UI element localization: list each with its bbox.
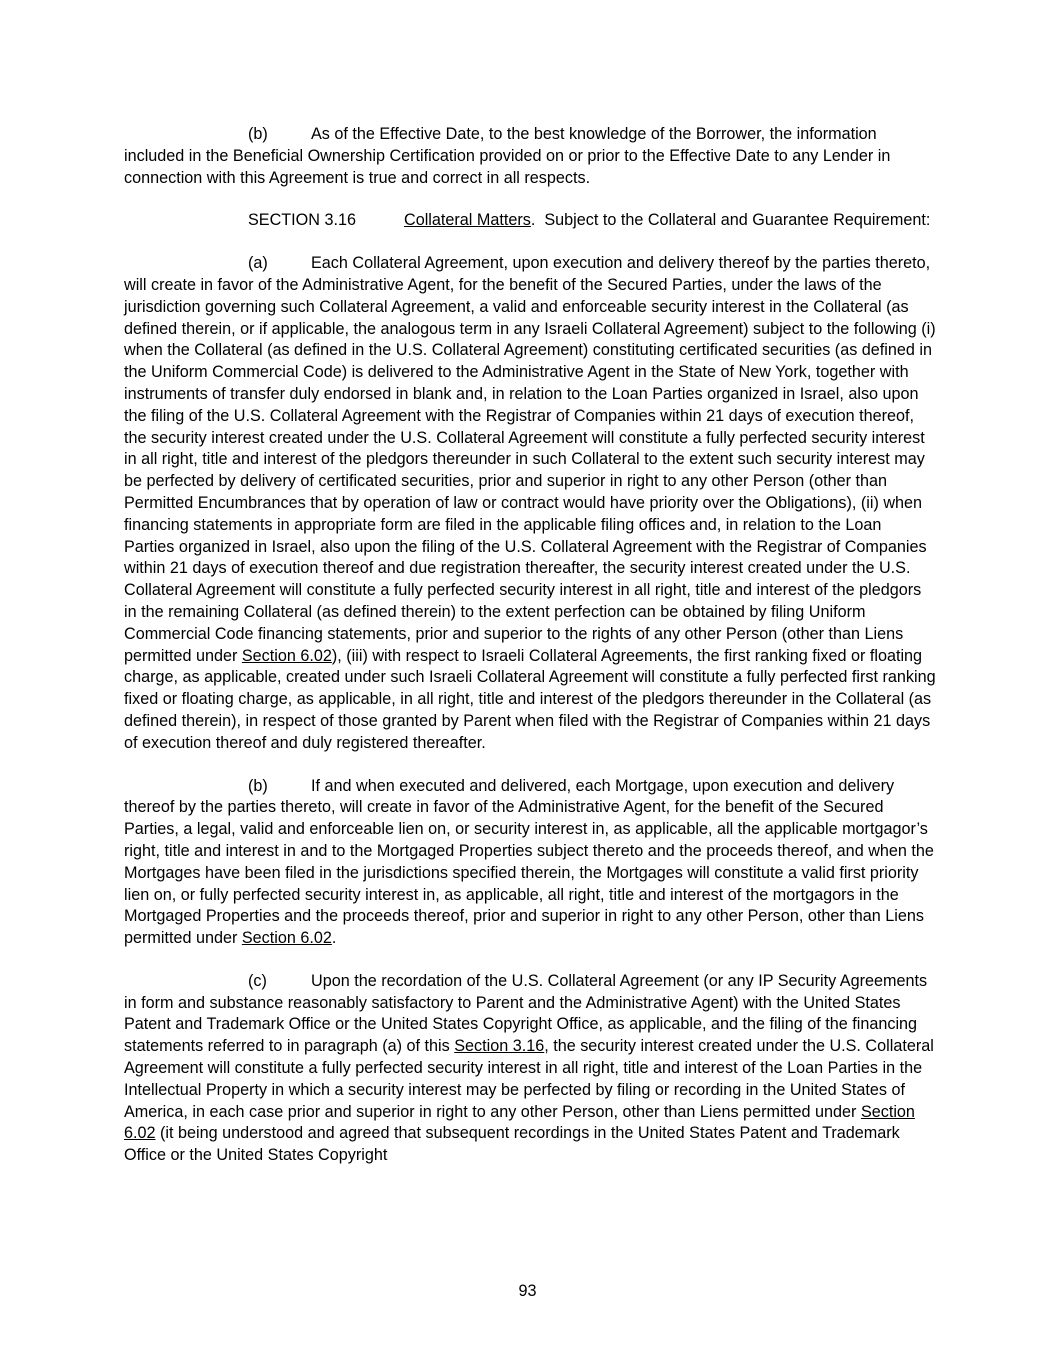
paragraph-marker: (b) [248,776,268,795]
cross-reference-link[interactable]: Section 6.02 [241,646,332,665]
cross-reference-link[interactable]: Section 6.02 [124,1102,915,1143]
section-number: SECTION 3.16 [248,211,356,230]
paragraph-text: . [331,929,337,948]
paragraph-text: (it being understood and agreed that subsequent recordings in the United States Patent and Trademark Office or the United States Copyright [124,1124,900,1165]
section-title-period: . [530,211,536,230]
paragraph-text: ), (iii) with respect to Israeli Collateral Agreements, the first ranking fixed or floating charge, as applicable, created under such Israeli Collateral Agreement will constitute a fully perfected first ranking fixed or floating charge, as applicable, in all right, title and interest of the pledgors thereunder in the Collateral (as defined therein), in respect of those granted by Parent when filed with the Registrar of Companies within 21 days of execution thereof and duly registered thereafter. [124,646,936,752]
section-intro-text: Subject to the Collateral and Guarantee Requirement: [535,211,931,230]
paragraph-marker: (b) [248,125,268,143]
paragraph-text: As of the Effective Date, to the best knowledge of the Borrower, the information included in the Beneficial Ownership Certification provided on or prior to the Effective Date to any Lender in connection with this Agreement is true and correct in all respects. [124,125,891,187]
cross-reference-link[interactable]: Section 6.02 [241,929,332,948]
paragraph-text: , the security interest created under the U.S. Collateral Agreement will constitute a fully perfected security interest in all right, title and interest of the Loan Parties in the Intellectual Property in which a security interest may be perfected by filing or recording in the United States of America, in each case prior and superior in right to any other Person, other than Liens permitted under [124,1037,934,1121]
section-title: Collateral Matters [404,211,531,230]
section-3-16-heading [124,210,936,232]
document-page [124,124,936,1188]
paragraph-c-recordation [124,971,936,1167]
paragraph-b-beneficial-ownership [124,124,936,189]
page-number: 93 [518,1282,537,1300]
cross-reference-link[interactable]: Section 3.16 [454,1037,545,1056]
paragraph-marker: (c) [248,971,267,990]
paragraph-a-collateral-agreement [124,253,936,754]
paragraph-b-mortgage [124,776,936,950]
paragraph-marker: (a) [248,254,268,273]
paragraph-text: Upon the recordation of the U.S. Collateral Agreement (or any IP Security Agreements in form and substance reasonably satisfactory to Parent and the Administrative Agent) with the United States Patent and Trademark Office or the United States Copyright Office, as applicable, and the filing of the financing statements referred to in paragraph (a) of this [124,971,928,1056]
paragraph-text: Each Collateral Agreement, upon execution and delivery thereof by the parties thereto, will create in favor of the Administrative Agent, for the benefit of the Secured Parties, under the laws of the jurisdiction governing such Collateral Agreement, a valid and enforceable security interest in the Collateral (as defined therein, or if applicable, the analogous term in any Israeli Collateral Agreement) subject to the following (i) when the Collateral (as defined in the U.S. Collateral Agreement) constituting certificated securities (as defined in the Uniform Commercial Code) is delivered to the Administrative Agent in the State of New York, together with instruments of transfer duly endorsed in blank and, in relation to the Loan Parties organized in Israel, also upon the filing of the U.S. Collateral Agreement with the Registrar of Companies within 21 days of execution thereof, the security interest created under the U.S. Collateral Agreement will constitute a fully perfected security interest in all right, title and interest of the pledgors thereunder in such Collateral to the extent such security interest may be perfected by delivery of certificated securities, prior and superior in right to any other Person (other than Permitted Encumbrances that by operation of law or contract would have priority over the Obligations), (ii) when financing statements in appropriate form are filed in the applicable filing offices and, in relation to the Loan Parties organized in Israel, also upon the filing of the U.S. Collateral Agreement with the Registrar of Companies within 21 days of execution thereof and due registration thereafter, the security interest created under the U.S. Collateral Agreement will constitute a fully perfected security interest in all right, title and interest of the pledgors in the remaining Collateral (as defined therein) to the extent perfection can be obtained by filing Uniform Commercial Code financing statements, prior and superior to the rights of any other Person (other than Liens permitted under [124,254,936,665]
paragraph-text: If and when executed and delivered, each Mortgage, upon execution and delivery thereof by the parties thereto, will create in favor of the Administrative Agent, for the benefit of the Secured Parties, a legal, valid and enforceable lien on, or security interest in, as applicable, all the applicable mortgagor’s right, title and interest in and to the Mortgaged Properties subject thereto and the proceeds thereof, and when the Mortgages have been filed in the jurisdictions specified therein, the Mortgages will constitute a valid first priority lien on, or fully perfected security interest in, as applicable, all right, title and interest of the mortgagors in the Mortgaged Properties and the proceeds thereof, prior and superior in right to any other Person, other than Liens permitted under [124,776,934,948]
